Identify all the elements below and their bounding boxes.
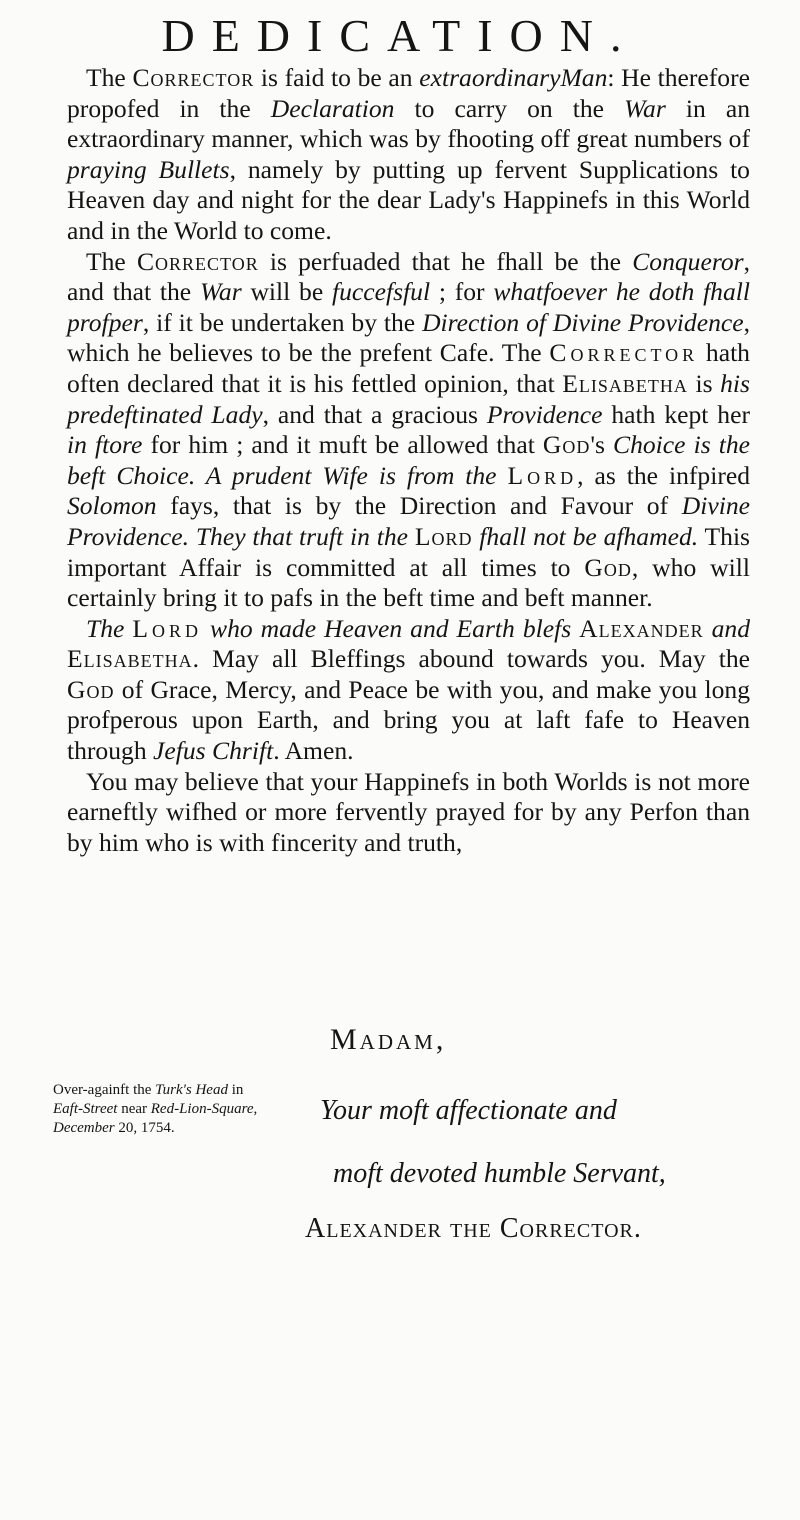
text-span: , and that a gracious (262, 399, 487, 429)
text-span: hath kept her (602, 399, 750, 429)
text-span: , if it be undertaken by the (142, 307, 423, 337)
god-name: God (67, 674, 115, 704)
lord-name: Lord (507, 460, 578, 490)
italic-phrase: Conqueror (632, 246, 744, 276)
address-block (53, 1081, 263, 1138)
paragraph-4 (67, 767, 750, 859)
italic-phrase: Direction of Divine Providence (422, 307, 744, 337)
italic-phrase: Choice is the beft Choice. A prudent Wife is from the (67, 430, 750, 490)
italic-phrase: Declaration (270, 93, 395, 123)
text-span: . May all Bleffings abound towards you. May the (192, 644, 750, 674)
salutation: Madam, (330, 1023, 447, 1056)
text-span: The (86, 63, 133, 92)
text-span: in (227, 1082, 244, 1098)
italic-phrase: War (624, 93, 666, 123)
lord-name: Lord (414, 521, 473, 551)
god-name: God (542, 430, 591, 460)
text-span: 20, 1754. (114, 1120, 175, 1136)
text-span: : He therefore propofed in the (67, 63, 750, 123)
text-span: , and that the (67, 246, 750, 307)
text-span: fays, that is by the Direction and Favour of (156, 491, 682, 521)
italic-phrase: whatfoever he doth fhall profper (67, 277, 750, 337)
italic-phrase: War (199, 277, 242, 307)
signature: Alexander the Corrector. (305, 1213, 642, 1244)
italic-phrase: Eaft-Street (53, 1101, 118, 1117)
text-span: to carry on the (394, 93, 625, 123)
text-span: is perfuaded that he fhall be the (258, 246, 633, 276)
text-span: in an extraordinary manner, which was by fhooting off great numbers of (67, 93, 750, 154)
dedication-body (67, 63, 750, 858)
corrector-name: Corrector (549, 338, 699, 368)
italic-phrase: Turk's Head (155, 1082, 228, 1098)
elisabetha-name: Elisabetha (67, 644, 193, 674)
text-span: is faid to be an (254, 63, 420, 92)
italic-phrase: fhall not be afhamed. (472, 521, 699, 551)
italic-phrase: in ftore (67, 430, 143, 460)
text-span: ; for (430, 277, 494, 307)
italic-phrase: Providence (486, 399, 603, 429)
corrector-name: Corrector (132, 63, 255, 92)
italic-phrase: praying Bullets (67, 154, 230, 184)
text-span: will be (241, 277, 332, 307)
italic-phrase: Jefus Chrift (153, 736, 274, 766)
italic-phrase: extraordinaryMan (419, 63, 608, 92)
italic-phrase: fuccefsful (331, 277, 431, 307)
lord-name: Lord (132, 613, 203, 643)
corrector-name: Corrector (136, 246, 259, 276)
italic-phrase: who made Heaven and Earth blefs (202, 613, 580, 643)
god-name: God (584, 552, 632, 582)
italic-phrase: Divine Providence. They that truft in the (67, 491, 750, 551)
text-span: of Grace, Mercy, and Peace be with you, and make you long profperous upon Earth, and bring you at laft fafe to Heaven through (67, 674, 750, 766)
italic-phrase: The (86, 613, 133, 643)
text-span: The (86, 246, 137, 276)
text-span: , as the infpired (577, 460, 750, 490)
text-span: This important Affair is committed at all times to (67, 521, 751, 582)
text-span: Over-againft the (53, 1082, 156, 1098)
elisabetha-name: Elisabetha (562, 368, 688, 398)
text-span: , (253, 1101, 258, 1117)
paragraph-1 (67, 63, 750, 247)
text-span: for him ; and it muft be allowed that (142, 430, 543, 460)
italic-phrase: Solomon (67, 491, 157, 521)
page-header: DEDICATION. (161, 10, 639, 61)
italic-phrase: Red-Lion-Square (150, 1101, 254, 1117)
italic-phrase: December (53, 1120, 115, 1136)
italic-phrase: and (703, 613, 750, 643)
paragraph-3 (67, 614, 750, 767)
text-span: , who will certainly bring it to pafs in the beft time and beft manner. (67, 552, 750, 613)
closing-line-1: Your moft affectionate and (320, 1095, 617, 1126)
text-span: You may believe that your Happinefs in both Worlds is not more earneftly wifhed or more fervently prayed for by any Perfon than by him who is with fincerity and truth, (67, 766, 750, 857)
text-span: hath often declared that it is his fettled opinion, that (67, 338, 750, 398)
text-span: is (687, 368, 721, 398)
text-span: . Amen. (273, 736, 354, 766)
closing-line-2: moft devoted humble Servant, (333, 1158, 666, 1189)
text-span: near (117, 1101, 151, 1117)
paragraph-2 (67, 247, 750, 614)
italic-phrase: his predeftinated Lady (67, 368, 750, 429)
text-span: , which he believes to be the prefent Cafe. The (67, 307, 750, 368)
text-span: , namely by putting up fervent Supplications to Heaven day and night for the dear Lady's Happinefs in this World and in the World to come. (67, 154, 750, 245)
text-span: 's (590, 430, 614, 460)
alexander-name: Alexander (579, 613, 704, 643)
